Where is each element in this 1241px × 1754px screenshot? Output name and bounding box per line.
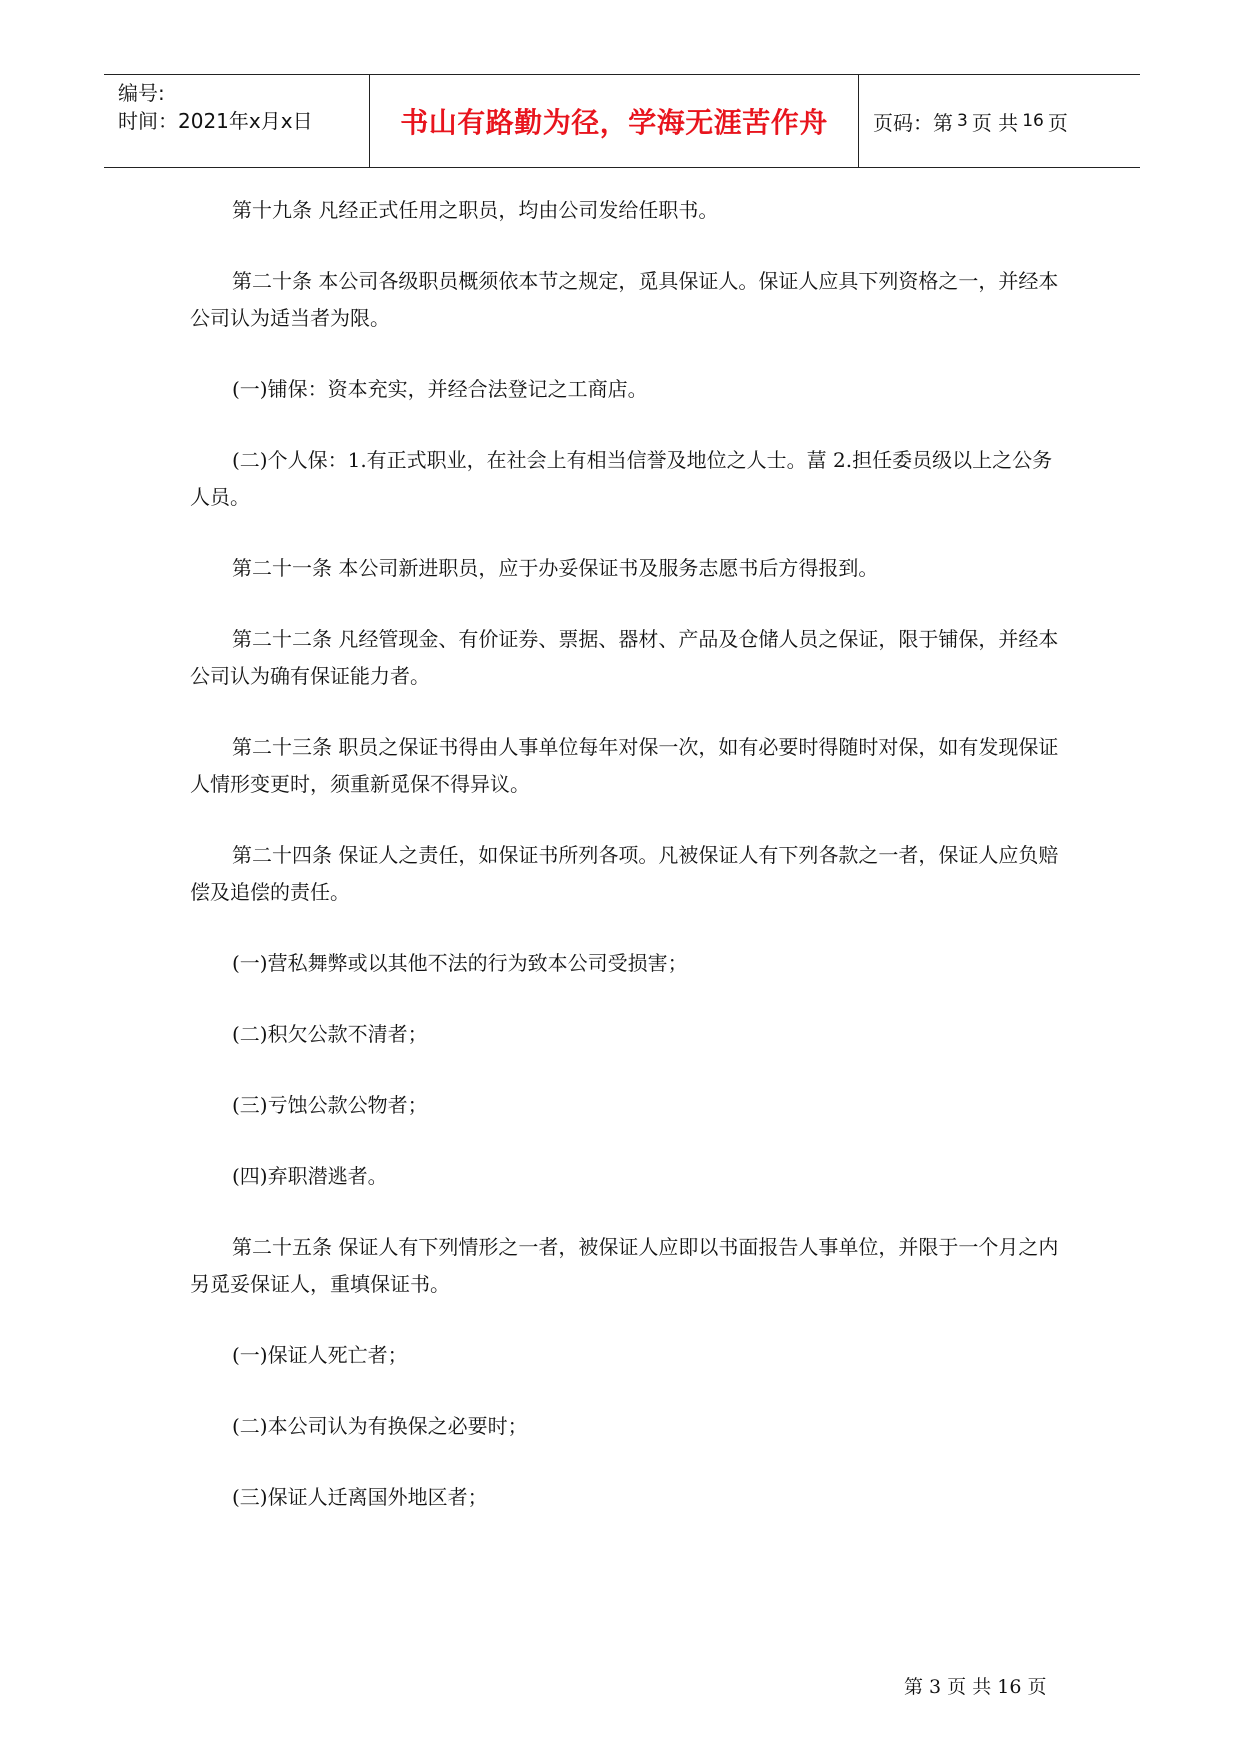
page-total: 16 — [1022, 111, 1044, 131]
paragraph: 第二十条 本公司各级职员概须依本节之规定，觅具保证人。保证人应具下列资格之一，并经本公司认为适当者为限。 — [190, 269, 1059, 330]
page-header — [104, 74, 1140, 168]
serial-label: 编号: — [118, 81, 165, 105]
header-motto-cell — [370, 75, 859, 167]
page-footer: 第 3 页 共 16 页 — [904, 1676, 1047, 1698]
header-motto: 书山有路勤为径，学海无涯苦作舟 — [400, 106, 828, 139]
paragraph: (一)营私舞弊或以其他不法的行为致本公司受损害； — [232, 951, 688, 975]
header-page-number — [859, 75, 1140, 167]
paragraph: (二)本公司认为有换保之必要时； — [232, 1414, 528, 1438]
page-label-prefix: 页码：第 — [873, 110, 953, 135]
paragraph: (一)保证人死亡者； — [232, 1343, 408, 1367]
paragraph: (三)保证人迁离国外地区者； — [232, 1485, 488, 1509]
paragraph: (三)亏蚀公款公物者； — [232, 1093, 428, 1117]
paragraph: 第二十五条 保证人有下列情形之一者，被保证人应即以书面报告人事单位，并限于一个月之内另觅妥保证人，重填保证书。 — [190, 1235, 1059, 1296]
paragraph: 第十九条 凡经正式任用之职员，均由公司发给任职书。 — [232, 198, 719, 222]
paragraph: 第二十二条 凡经管现金、有价证券、票据、器材、产品及仓储人员之保证，限于铺保，并经本公司认为确有保证能力者。 — [190, 627, 1059, 688]
page-label-suffix: 页 — [1047, 110, 1068, 135]
paragraph: (二)积欠公款不清者； — [232, 1022, 428, 1046]
paragraph: (二)个人保：1.有正式职业，在社会上有相当信誉及地位之人士。葍 2.担任委员级以上之公务人员。 — [190, 448, 1053, 509]
paragraph: (一)铺保：资本充实，并经合法登记之工商店。 — [232, 377, 648, 401]
header-meta — [104, 75, 370, 167]
paragraph: 第二十一条 本公司新进职员，应于办妥保证书及服务志愿书后方得报到。 — [232, 556, 879, 580]
time-label: 时间：2021年x月x日 — [118, 109, 313, 133]
paragraph: (四)弃职潜逃者。 — [232, 1164, 388, 1188]
page-label-mid: 页 共 — [971, 110, 1019, 135]
page-current: 3 — [957, 111, 968, 131]
paragraph: 第二十三条 职员之保证书得由人事单位每年对保一次，如有必要时得随时对保，如有发现保证人情形变更时，须重新觅保不得异议。 — [190, 735, 1059, 796]
paragraph: 第二十四条 保证人之责任，如保证书所列各项。凡被保证人有下列各款之一者，保证人应负赔偿及追偿的责任。 — [190, 843, 1059, 904]
document-body — [190, 192, 1070, 1550]
